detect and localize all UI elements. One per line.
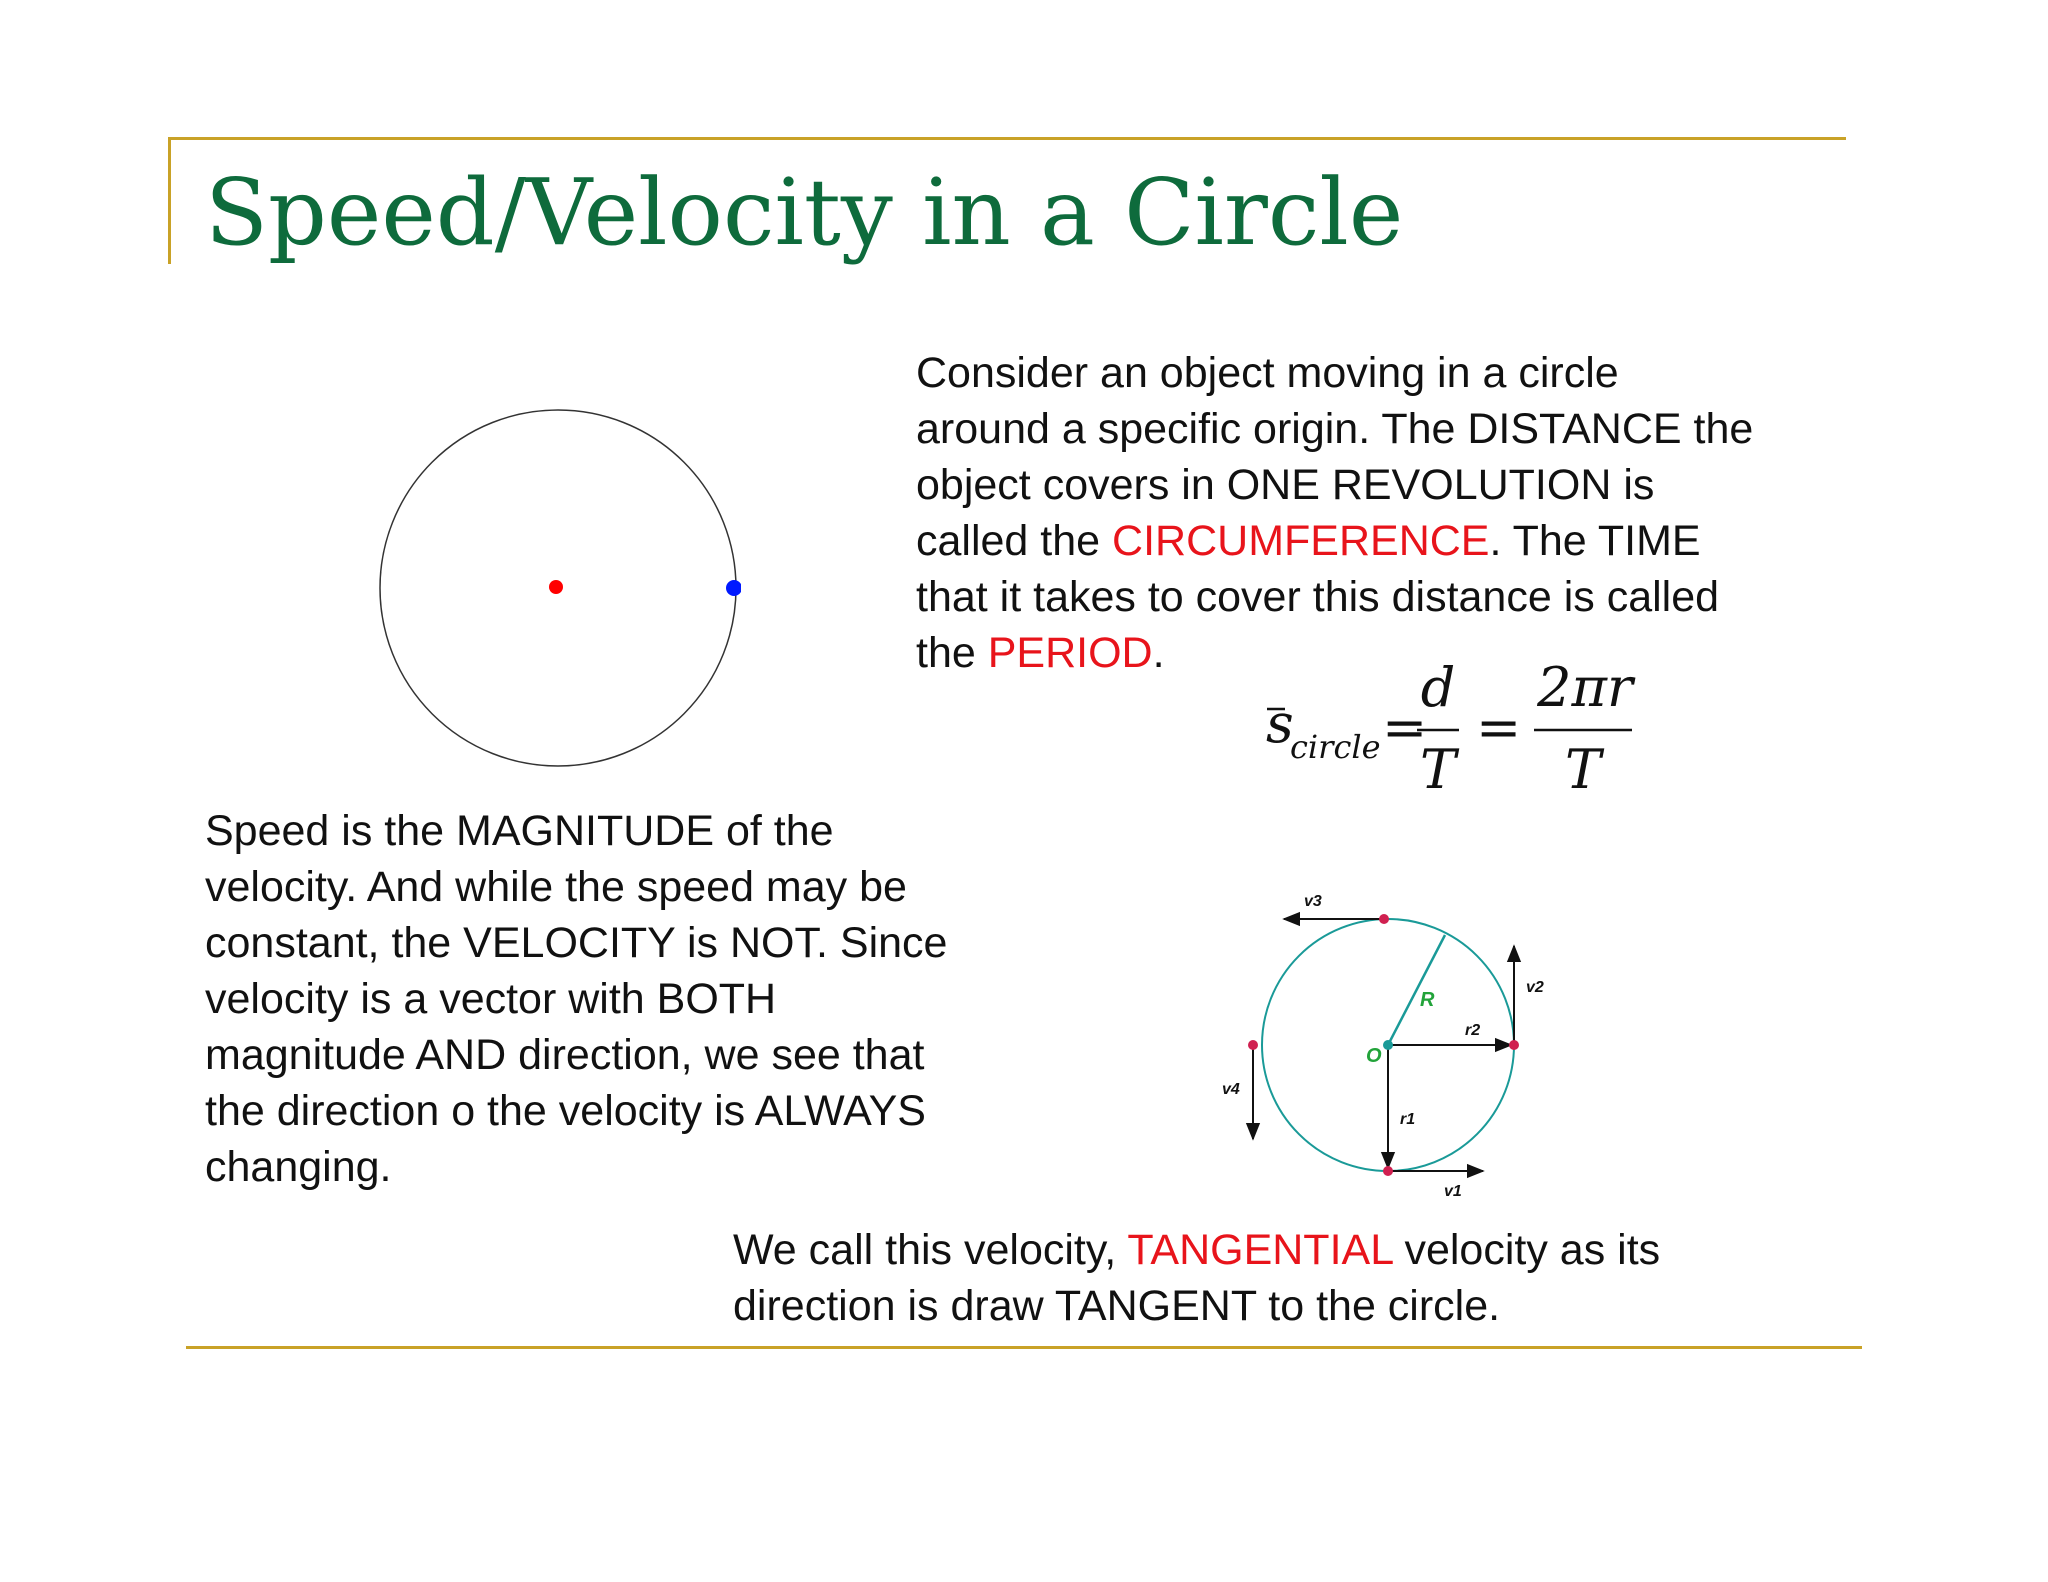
point-bottom — [1383, 1166, 1393, 1176]
intro-line: that it takes to cover this distance is called — [916, 573, 1720, 621]
intro-line — [916, 513, 1876, 569]
equals-sign: = — [1476, 696, 1522, 759]
intro-line: Consider an object moving in a circle — [916, 349, 1619, 397]
intro-text: the — [916, 629, 988, 677]
label-v1: v1 — [1444, 1183, 1462, 1200]
label-v4: v4 — [1222, 1081, 1240, 1098]
radius-line — [1388, 935, 1445, 1045]
period-highlight: PERIOD — [987, 629, 1153, 677]
label-v3: v3 — [1304, 893, 1322, 910]
fraction1-denominator: T — [1419, 738, 1457, 800]
orbit-diagram — [375, 405, 741, 771]
speed-line: velocity is a vector with BOTH — [205, 975, 777, 1023]
speed-equation — [1250, 650, 1650, 800]
speed-paragraph — [205, 803, 1035, 1195]
circumference-highlight: CIRCUMFERENCE — [1112, 517, 1490, 565]
orbiting-object-dot — [726, 580, 741, 596]
tangential-line: direction is draw TANGENT to the circle. — [733, 1282, 1501, 1330]
fraction2-numerator: 2πr — [1537, 656, 1633, 719]
tangential-text: We call this velocity, — [733, 1226, 1128, 1274]
fraction2-denominator: T — [1564, 738, 1602, 800]
slide-title: Speed/Velocity in a Circle — [205, 159, 1404, 266]
tangential-text: velocity as its — [1392, 1226, 1661, 1274]
label-O: O — [1366, 1045, 1382, 1067]
label-R: R — [1420, 989, 1435, 1011]
tangential-paragraph — [733, 1222, 1853, 1334]
speed-line: velocity. And while the speed may be — [205, 863, 907, 911]
origin-point — [1383, 1040, 1393, 1050]
intro-text: . — [1152, 629, 1165, 677]
label-v2: v2 — [1526, 979, 1544, 996]
label-r1: r1 — [1400, 1111, 1416, 1128]
point-top — [1379, 914, 1389, 924]
equals-sign: = — [1382, 696, 1428, 759]
speed-line: magnitude AND direction, we see that — [205, 1031, 925, 1079]
intro-text: called the — [916, 517, 1113, 565]
intro-paragraph — [916, 345, 1876, 681]
speed-line: constant, the VELOCITY is NOT. Since — [205, 919, 948, 967]
label-r2: r2 — [1465, 1022, 1481, 1039]
speed-subscript: circle — [1290, 728, 1381, 766]
tangential-line — [733, 1222, 1853, 1278]
intro-line: around a specific origin. The DISTANCE the — [916, 405, 1754, 453]
speed-line: Speed is the MAGNITUDE of the — [205, 807, 834, 855]
tangential-highlight: TANGENTIAL — [1127, 1226, 1393, 1274]
title-top-rule — [168, 137, 1846, 140]
speed-line: the direction o the velocity is ALWAYS — [205, 1087, 926, 1135]
intro-line: object covers in ONE REVOLUTION is — [916, 461, 1655, 509]
center-dot — [549, 580, 563, 594]
speed-symbol: s — [1266, 692, 1294, 755]
point-right — [1509, 1040, 1519, 1050]
speed-line: changing. — [205, 1143, 392, 1191]
velocity-vector-diagram — [1200, 870, 1580, 1210]
fraction1-numerator: d — [1420, 656, 1456, 719]
point-left — [1248, 1040, 1258, 1050]
bottom-rule — [186, 1346, 1862, 1349]
intro-text: . The TIME — [1489, 517, 1701, 565]
title-left-rule — [168, 137, 171, 264]
